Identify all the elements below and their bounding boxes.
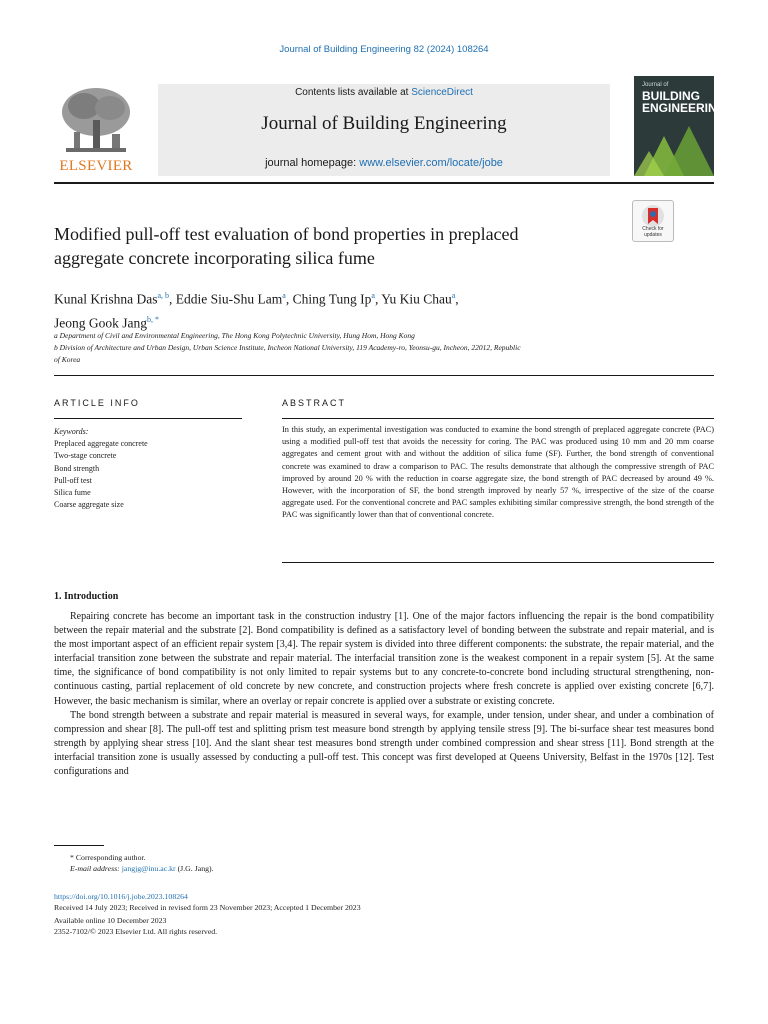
corresponding-author-note: * Corresponding author. (70, 853, 146, 862)
author-name[interactable]: Eddie Siu-Shu Lam (175, 291, 283, 307)
homepage-prefix: journal homepage: (265, 157, 360, 169)
introduction-body (54, 610, 714, 779)
elsevier-logo[interactable] (54, 84, 138, 176)
elsevier-wordmark: ELSEVIER (59, 158, 133, 174)
author-affiliation-mark[interactable]: b, * (147, 314, 159, 324)
section-heading-introduction: 1. Introduction (54, 591, 119, 602)
keyword-item: Bond strength (54, 463, 100, 473)
check-for-updates-button[interactable] (632, 200, 674, 242)
author-name[interactable]: Ching Tung Ip (292, 291, 372, 307)
paper-title-line1: Modified pull-off test evaluation of bond properties in preplaced (54, 224, 519, 244)
divider (54, 182, 714, 184)
check-updates-label-1: Check for (642, 226, 664, 232)
homepage-line (158, 157, 610, 169)
affiliation-b-line2: of Korea (54, 355, 81, 364)
keyword-item: Coarse aggregate size (54, 500, 124, 510)
sciencedirect-link[interactable]: ScienceDirect (411, 87, 473, 98)
author-name[interactable]: Jeong Gook Jang (54, 315, 147, 330)
cover-small-text: Journal of (642, 82, 669, 88)
journal-masthead (54, 82, 727, 178)
keyword-item: Pull-off test (54, 475, 92, 485)
author-list: Kunal Krishna Das$^{a, b}$, Eddie Siu-Shu Lam$^a$, Ching Tung Ip$^a$, Yu Kiu Chau$^a$, Jeong Gook Jang$^{b, *}$ (54, 291, 459, 330)
cover-title-line2: ENGINEERING (642, 101, 727, 115)
keywords-list (54, 426, 242, 511)
divider (282, 562, 714, 563)
doi-link[interactable]: https://doi.org/10.1016/j.jobe.2023.108264 (54, 892, 188, 901)
divider (54, 375, 714, 376)
journal-title[interactable]: Journal of Building Engineering (261, 113, 507, 134)
email-link[interactable]: jangjg@inu.ac.kr (121, 864, 176, 873)
author-name[interactable]: Yu Kiu Chau (381, 291, 452, 307)
affiliation-b (54, 342, 634, 366)
journal-reference-link[interactable]: Journal of Building Engineering 82 (2024) 108264 (279, 44, 489, 55)
received-dates: Received 14 July 2023; Received in revised form 23 November 2023; Accepted 1 December 2023 (54, 903, 361, 912)
email-suffix: (J.G. Jang). (175, 864, 214, 873)
journal-cover-image[interactable] (634, 76, 727, 176)
homepage-link[interactable]: www.elsevier.com/locate/jobe (359, 157, 503, 169)
email-label: E-mail address: (70, 864, 122, 873)
keyword-item: Silica fume (54, 488, 91, 498)
cover-graphic (634, 116, 714, 176)
author-affiliation-mark[interactable]: a, b (157, 291, 170, 300)
author-affiliation-mark[interactable]: a (282, 291, 286, 300)
keywords-heading: Keywords: (54, 427, 89, 436)
abstract-heading: ABSTRACT (282, 398, 347, 408)
contents-line (158, 87, 610, 98)
footnote-divider (54, 845, 104, 846)
email-footnote (70, 863, 214, 874)
divider (54, 418, 242, 419)
keyword-item: Preplaced aggregate concrete (54, 439, 148, 449)
keyword-item: Two-stage concrete (54, 451, 117, 461)
masthead-panel (158, 84, 610, 176)
author-affiliation-mark[interactable]: a (451, 291, 456, 300)
article-info-heading: ARTICLE INFO (54, 398, 140, 408)
paragraph: Repairing concrete has become an important task in the construction industry [1]. One of the major factors influencing the repair is the bond compatibility between the repair material and the substrate [2]. Bond compatibility is defined as a satisfactory level of bonding between the substrate and repair material, and is the most important aspect of an efficient repair system [3,4]. The repair system is divided into three different components: the substrate, the repair material, and the interfacial transition zone between the substrate and repair material. The interfacial transition zone is the weakest component in a repair system [5]. At the same time, the significance of bond compatibility is not only limited to repair systems but to any concrete-to-concrete bond including structural strengthening, non-continuous casting, partial replacement of old concrete by new concrete, and construction projects where fresh concrete is applied over existing concrete [6,7]. However, the basic mechanism is similar, where an overlay or repair concrete is applied over a substrate or existing concrete. (54, 611, 714, 707)
divider (282, 418, 714, 419)
contents-prefix: Contents lists available at (295, 87, 412, 98)
paragraph: The bond strength between a substrate and repair material is measured in several ways, for example, under tension, under shear, and under a combination of compression and shear [8]. The pull-off test and splitting prism test measure bond strength by applying tensile stress [9]. The bi-surface shear test measures bond strength by applying shear stress [10]. And the slant shear test measures bond strength under combined compression and shear stress [11]. Bond strength at the interfacial transition zone is usually assessed by conducting a pull-off test. This concept was first developed at Queens University, Belfast in the 1970s [12]. Test configurations and (54, 709, 714, 778)
paper-title-line2: aggregate concrete incorporating silica fume (54, 248, 375, 268)
available-online: Available online 10 December 2023 (54, 916, 167, 925)
bookmark-icon (641, 204, 665, 228)
affiliation-b-line1: b Division of Architecture and Urban Design, Urban Science Institute, Incheon National University, 119 Academy-ro, Yeonsu-gu, Incheon, 22012, Republic (54, 343, 521, 352)
cover-title (642, 90, 726, 114)
author-name[interactable]: Kunal Krishna Das (54, 291, 158, 307)
paper-title (54, 222, 614, 270)
abstract-text: In this study, an experimental investigation was conducted to examine the bond strength of preplaced aggregate concrete (PAC) using a modified pull-off test that avoids the necessity for coring. The PAC was produced using 10 mm and 20 mm coarse aggregates and cement grout with and without the addition of silica fume (SF). Further, the bond strength of conventional concrete was examined to draw a comparison to PAC. The results demonstrate that although the compressive strength of PAC improved by around 20 % with the reduction in coarse aggregate size, the bond strength of PAC decreased by around 49 %. However, with the incorporation of SF, the bond strength improved by nearly 57 %, irrespective of the size of the coarse aggregate used. For the conventional concrete and PAC samples exhibiting similar compressive strength, the bond strength of the PAC was significantly lower than that of conventional concrete. (282, 425, 714, 520)
check-updates-label-2: updates (644, 232, 662, 238)
affiliation-a: a Department of Civil and Environmental Engineering, The Hong Kong Polytechnic University, Hung Hom, Hong Kong (54, 331, 415, 340)
cover-title-line1: BUILDING (642, 89, 700, 103)
check-updates-label (633, 226, 673, 238)
author-affiliation-mark[interactable]: a (371, 291, 375, 300)
copyright-notice: 2352-7102/© 2023 Elsevier Ltd. All rights reserved. (54, 927, 218, 936)
